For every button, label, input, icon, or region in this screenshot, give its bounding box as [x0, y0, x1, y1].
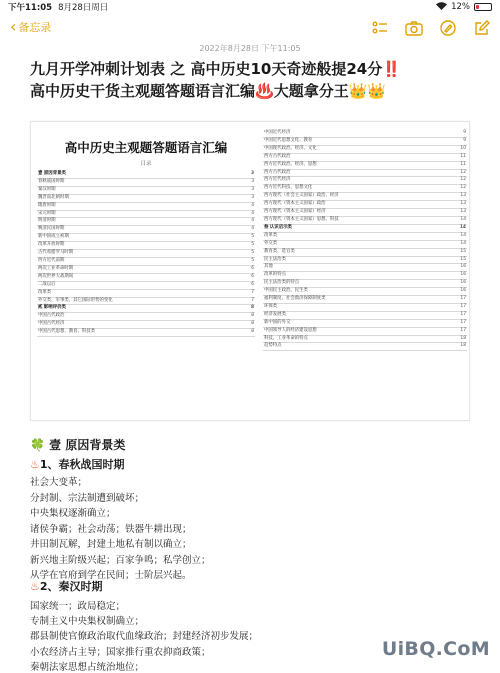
toc-row — [263, 162, 467, 170]
title-line2-mid: 大题拿分王 — [273, 82, 349, 100]
toc-row-title: 西方近代经济 — [264, 177, 291, 183]
toc-row — [263, 170, 467, 178]
hot-springs-icon: ♨ — [30, 458, 40, 471]
toc-row — [263, 138, 467, 146]
toc-row-page: 17 — [460, 296, 466, 302]
toc-row-page: 4 — [251, 210, 254, 216]
toc-row-title: 改革类 — [38, 289, 52, 295]
toc-row-title: 外交类 — [264, 240, 278, 246]
markup-pen-icon[interactable] — [438, 18, 458, 38]
toc-row-page: 12 — [460, 177, 466, 183]
back-button[interactable] — [10, 19, 51, 35]
body-text-line: 国家统一；政局稳定； — [30, 601, 126, 612]
toc-row-title: 西方现代（资本主义国家）政治 — [264, 201, 326, 207]
toc-row — [263, 146, 467, 154]
toc-row-page: 4 — [251, 202, 254, 208]
toc-row-title: 壹 原因背景类 — [38, 171, 66, 176]
toc-row-title: 晚清民国时期 — [38, 226, 65, 232]
toc-row-page: 7 — [251, 289, 254, 295]
document-title: 高中历史主观题答题语言汇编 — [64, 140, 228, 155]
crown-icon: 👑👑 — [348, 82, 387, 100]
toc-row — [37, 171, 255, 179]
toc-row — [263, 257, 467, 265]
toc-row — [263, 249, 467, 257]
status-bar — [0, 0, 500, 14]
toc-row — [37, 313, 255, 321]
toc-row-page: 5 — [251, 257, 254, 263]
body-text-line: 郡县制使官僚政治取代血缘政治；封建经济初步发展； — [30, 631, 259, 643]
toc-row-title: 中国古代政治 — [38, 313, 65, 319]
toc-row-title: 古代希腊罗马时期 — [38, 250, 74, 256]
toc-row — [263, 320, 467, 328]
toc-row-title: 明清时期 — [38, 218, 56, 224]
toc-row-title: 科技、工业革命的特点 — [264, 335, 308, 341]
toc-row-page: 6 — [251, 265, 254, 271]
toc-row-page: 5 — [251, 242, 254, 248]
toc-row-page: 7 — [251, 297, 254, 303]
camera-icon[interactable] — [404, 18, 424, 38]
checklist-icon[interactable] — [370, 18, 390, 38]
toc-row-title: 秦汉时期 — [38, 186, 56, 192]
subheading-qin-han — [30, 578, 103, 594]
toc-right-column — [263, 130, 467, 351]
toc-row-title: 福利制度、社会救济保障制度类 — [264, 296, 326, 302]
note-title-line1 — [30, 58, 401, 79]
toc-row — [37, 266, 255, 274]
toc-row-title: 新中国的外交 — [264, 319, 291, 325]
subheading-text: 2、秦汉时期 — [39, 580, 103, 593]
note-title-line2 — [30, 80, 386, 101]
toc-row — [37, 179, 255, 187]
body-text-line: 分封制、宗法制遭到破坏； — [30, 492, 145, 504]
toc-row-title: 西方近代政治、经济、思想 — [264, 161, 317, 167]
toc-row-page: 14 — [460, 216, 466, 222]
toc-row — [263, 154, 467, 162]
toc-row-title: 西方近代前期 — [38, 257, 65, 263]
compose-icon[interactable] — [472, 18, 492, 38]
subheading-spring-autumn — [30, 456, 125, 472]
toc-row-title: 西方现代（资本主义国家）经济 — [264, 209, 326, 215]
toc-row-page: 3 — [250, 171, 254, 176]
toc-row — [263, 328, 467, 336]
toc-row-page: 18 — [460, 335, 466, 341]
toc-row-title: 民主法治类 — [264, 256, 286, 262]
toc-row-title: 西方现代（资本主义国家）思想、科技 — [264, 216, 339, 222]
toc-row-title: 经济发展类 — [264, 311, 286, 317]
toc-row — [263, 288, 467, 296]
body-text-line: 新兴地主阶级兴起；百家争鸣；私学创立； — [30, 554, 211, 566]
toc-row-page: 3 — [251, 178, 254, 184]
toc-row-title: 西方现代（社会主义国家）政治、经济 — [264, 193, 339, 199]
toc-row-title: 改革开放时期 — [38, 242, 65, 248]
toc-row-title: 民主法治类的特点 — [264, 280, 300, 286]
toc-row-title: 改革类 — [264, 232, 278, 238]
toc-row-page: 14 — [460, 232, 466, 238]
notes-toolbar — [0, 14, 500, 42]
toc-row-page: 5 — [251, 250, 254, 256]
toc-row-title: 叁 认识启示类 — [264, 224, 292, 230]
toc-row — [37, 211, 255, 219]
toc-row-page: 14 — [459, 224, 466, 230]
chevron-left-icon: ‹ — [10, 17, 17, 36]
title-line1-text: 九月开学冲刺计划表 之 高中历史10天奇迹般提24分 — [30, 60, 383, 78]
toc-row-title: 宋元时期 — [38, 210, 56, 216]
toc-row-page: 15 — [460, 256, 466, 262]
toc-row — [263, 280, 467, 288]
toc-row-page: 9 — [463, 137, 466, 143]
toc-row-title: 中国古代思想、教育、科技类 — [38, 329, 96, 335]
toc-row-title: 趋势特点 — [264, 343, 282, 349]
toc-row — [37, 274, 255, 282]
toc-row — [37, 250, 255, 258]
section-heading-text: 壹 原因背景类 — [49, 438, 126, 452]
toc-row — [263, 336, 467, 344]
toc-row — [263, 241, 467, 249]
toc-row-page: 6 — [251, 273, 254, 279]
watermark-logo: UiBQ.CoM — [381, 638, 490, 660]
note-timestamp: 2022年8月28日 下午11:05 — [199, 44, 301, 53]
status-time: 下午11:05 — [8, 3, 53, 13]
toc-row-page: 17 — [460, 327, 466, 333]
toc-row-page: 17 — [460, 319, 466, 325]
body-text-line: 社会大变革； — [30, 477, 88, 488]
toc-row-title: 新中国成立初期 — [38, 234, 69, 240]
toc-row-title: 春秋战国时期 — [38, 178, 65, 184]
toc-row — [263, 233, 467, 241]
battery-icon — [474, 3, 492, 11]
toc-row-page: 13 — [460, 193, 466, 199]
toc-row-page: 12 — [460, 185, 466, 191]
body-text-line: 中央集权逐渐确立； — [30, 508, 116, 519]
toc-row-page: 8 — [251, 313, 254, 319]
toc-row-title: 中国民主政治、民生类 — [264, 288, 308, 294]
toc-row — [263, 209, 467, 217]
toc-row-page: 15 — [460, 248, 466, 254]
toc-row — [37, 218, 255, 226]
toc-row-title: 教育类、选官类 — [264, 248, 295, 254]
toc-row-page: 16 — [460, 264, 466, 270]
toc-row — [263, 193, 467, 201]
toc-row-title: 魏晋南北朝时期 — [38, 194, 69, 200]
toc-row-page: 5 — [251, 234, 254, 240]
toc-row-page: 8 — [250, 305, 254, 311]
body-text-line: 专制主义中央集权制确立； — [30, 616, 145, 628]
body-text-line: 从学在官府到学在民间；士阶层兴起。 — [30, 570, 192, 581]
toc-row-title: 外交类、军事类、其它国际形势的变化 — [38, 297, 113, 303]
toc-row — [37, 187, 255, 195]
toc-row-title: 两次世界大战期间 — [38, 273, 74, 279]
toc-row-title: 中国现代政治、经济、文化 — [264, 145, 317, 151]
toc-row — [263, 312, 467, 320]
toc-row-page: 10 — [460, 145, 466, 151]
toc-row-page: 17 — [460, 303, 466, 309]
toc-row-title: 中国领导人的经济建设思想 — [264, 327, 317, 333]
toc-row — [37, 195, 255, 203]
toc-row — [37, 329, 255, 337]
toc-row — [37, 258, 255, 266]
toc-row-title: 西方近代科技、思想文化 — [264, 185, 313, 191]
toc-row — [263, 304, 467, 312]
toc-row — [37, 203, 255, 211]
toc-row-title: 贰 影响评价类 — [38, 305, 66, 311]
toc-row — [263, 264, 467, 272]
toc-row-page: 8 — [251, 329, 254, 335]
toc-row — [263, 217, 467, 225]
body-text-line: 诸侯争霸；社会动荡；铁器牛耕出现； — [30, 523, 192, 535]
toc-left-column — [37, 122, 255, 337]
toc-row-title: 西方古代政治 — [264, 153, 291, 159]
toc-row-page: 3 — [251, 186, 254, 192]
toc-row — [263, 201, 467, 209]
toc-row-page: 18 — [460, 343, 466, 349]
status-date: 8月28日周日 — [58, 3, 109, 13]
toc-row — [263, 296, 467, 304]
toc-row-page: 4 — [251, 226, 254, 232]
toc-row-page: 6 — [251, 281, 254, 287]
toc-row-title: 隋唐时期 — [38, 202, 56, 208]
back-label: 备忘录 — [18, 21, 52, 34]
toc-row — [37, 321, 255, 329]
toc-row — [37, 298, 255, 306]
toc-row-title: 改革的特点 — [264, 272, 286, 278]
toc-row-title: 中国古代经济 — [38, 321, 65, 327]
toc-row — [37, 234, 255, 242]
wifi-icon — [436, 2, 447, 13]
document-subtitle: 目录 — [140, 161, 152, 167]
body-text-line: 井田制瓦解，封建土地私有制以确立； — [30, 539, 192, 550]
toc-row — [37, 290, 255, 298]
toc-row-page: 3 — [251, 194, 254, 200]
toc-row-page: 12 — [460, 169, 466, 175]
toc-document-image[interactable] — [30, 121, 470, 421]
toc-row — [37, 242, 255, 250]
body-text-line: 小农经济占主导；国家推行重农抑商政策； — [30, 646, 211, 658]
body-text-line: 秦朝法家思想占统治地位； — [30, 661, 145, 673]
toc-row-page: 4 — [251, 218, 254, 224]
toc-row-page: 14 — [460, 240, 466, 246]
toc-row-title: 两次工业革命时期 — [38, 265, 74, 271]
toc-row — [37, 226, 255, 234]
subheading-text: 1、春秋战国时期 — [39, 458, 125, 471]
toc-row-page: 13 — [460, 201, 466, 207]
toc-row-page: 11 — [460, 153, 466, 159]
toc-row-page: 11 — [460, 161, 466, 167]
toc-row-page: 17 — [460, 311, 466, 317]
toc-row-page: 13 — [460, 209, 466, 215]
toc-row — [263, 225, 467, 233]
toc-row-page: 8 — [251, 321, 254, 327]
hot-springs-icon: ♨ — [30, 580, 40, 593]
toc-row-page: 16 — [460, 288, 466, 294]
toc-row-title: 其他 — [264, 264, 273, 270]
title-line2-text: 高中历史干货主观题答题语言汇编 — [30, 82, 256, 100]
toc-row-title: 环保类 — [264, 303, 278, 309]
toc-row — [263, 343, 467, 351]
toc-row — [37, 282, 255, 290]
battery-percent: 12% — [451, 2, 470, 12]
toc-row-title: 西方古代政治 — [264, 169, 291, 175]
toc-row-title: 中国近代思想文化、教育 — [264, 137, 313, 143]
toc-row-title: 二战以后 — [38, 281, 56, 287]
toc-row-page: 16 — [460, 272, 466, 278]
clover-icon: 🍀 — [30, 438, 45, 452]
toc-row-page: 16 — [460, 280, 466, 286]
toc-row-page: 9 — [463, 130, 466, 135]
hot-springs-icon: ♨️ — [255, 82, 274, 100]
toc-row-title: 中国近代经济 — [264, 130, 291, 135]
toc-row — [37, 305, 255, 313]
toc-row — [263, 130, 467, 138]
double-exclamation-icon: ‼️ — [382, 60, 401, 78]
section-heading — [30, 436, 125, 453]
